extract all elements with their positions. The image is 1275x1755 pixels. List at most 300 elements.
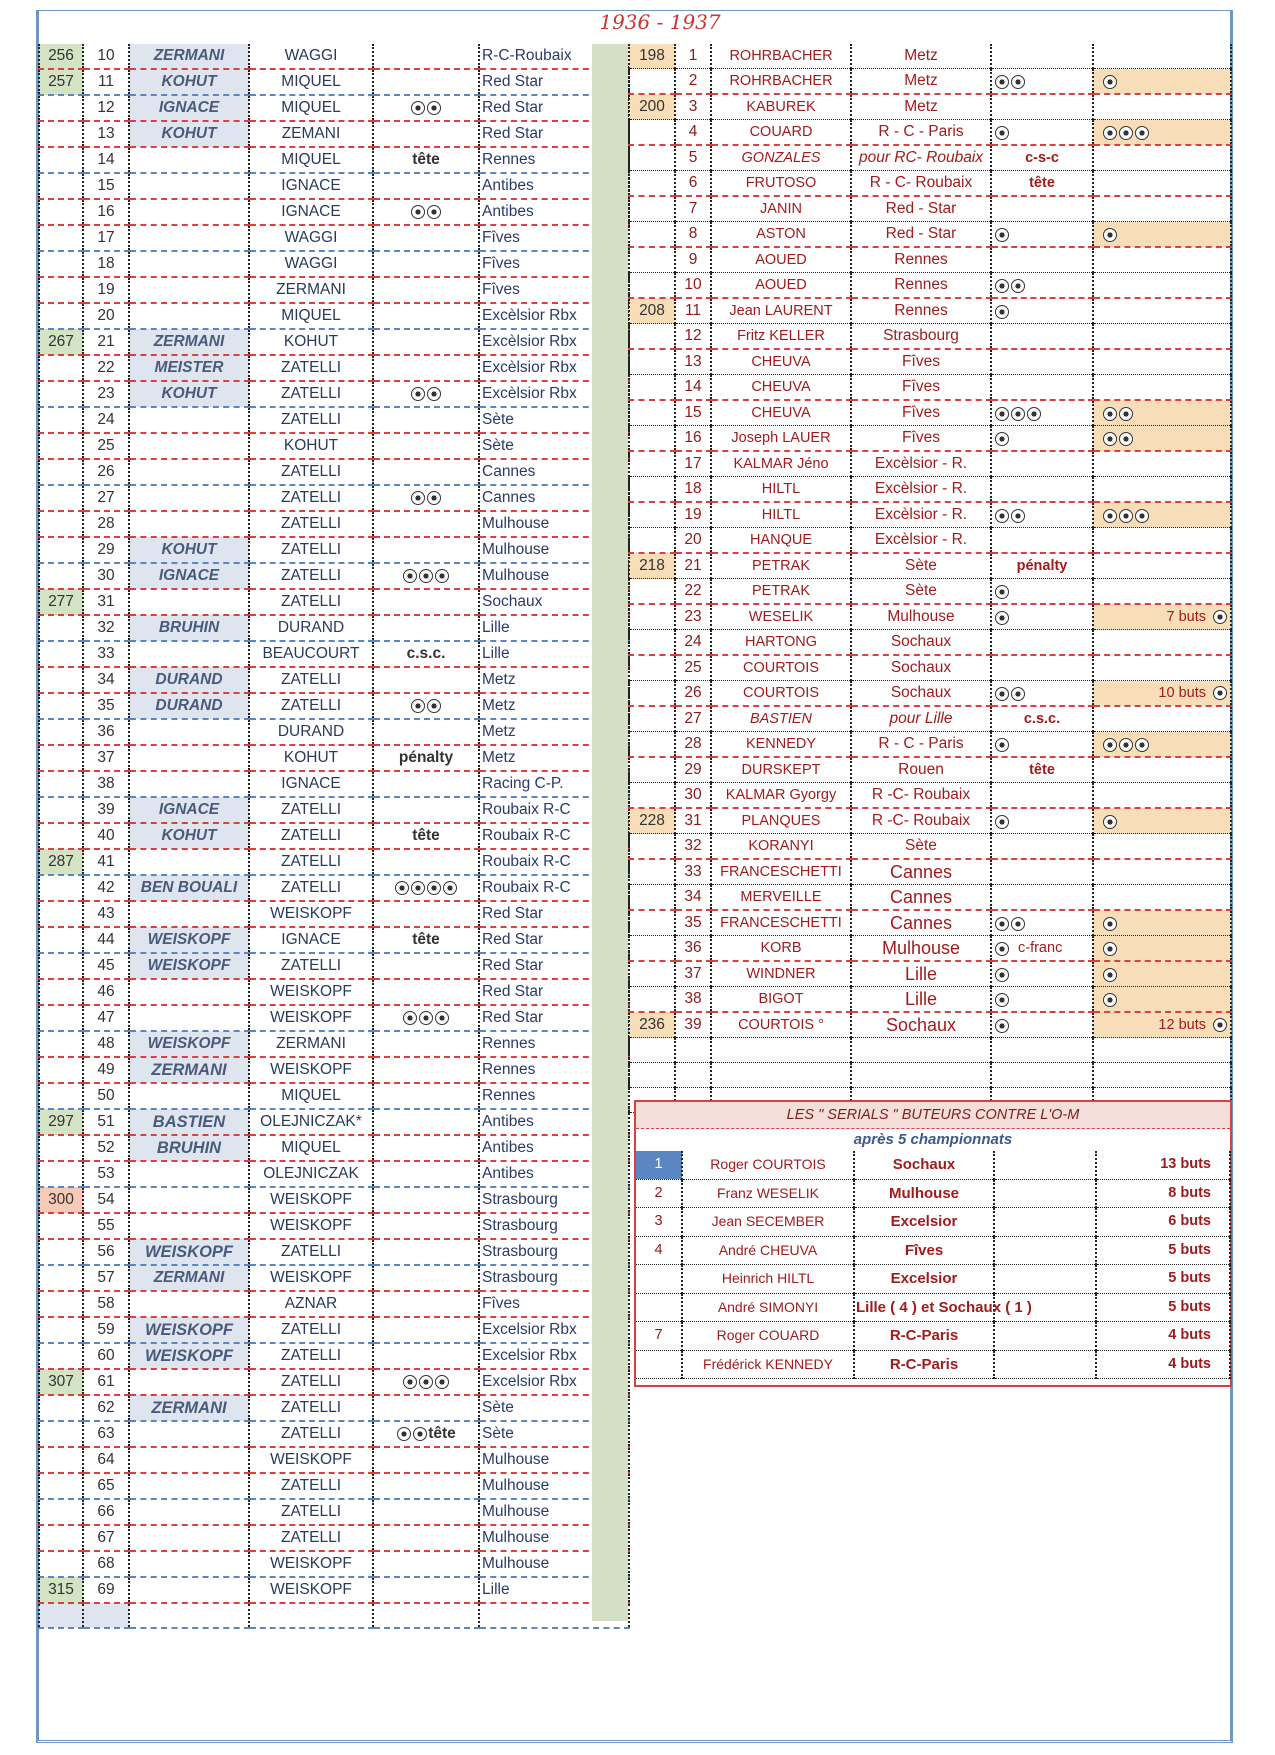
player-total	[1093, 375, 1231, 401]
cumulative-total	[39, 641, 83, 667]
scorer: WAGGI	[249, 225, 373, 251]
football-icon	[1213, 1018, 1227, 1032]
cumulative-total	[39, 693, 83, 719]
goal-note	[373, 1161, 479, 1187]
club: R-C-Paris	[854, 1350, 994, 1379]
table-row	[629, 247, 1231, 273]
goal-detail	[991, 553, 1093, 579]
club: Fîves	[851, 426, 991, 452]
football-icon	[1119, 407, 1133, 421]
table-row	[629, 553, 1231, 579]
player-total	[1093, 706, 1231, 732]
scorer: ZATELLI	[249, 407, 373, 433]
cumulative-total	[629, 349, 675, 375]
table-row	[629, 1038, 1231, 1063]
table-row	[39, 1135, 629, 1161]
football-icon	[435, 1011, 449, 1025]
opponent: Mulhouse	[479, 1447, 629, 1473]
scorer: WEISKOPF	[249, 901, 373, 927]
scorer: Fritz KELLER	[711, 324, 851, 350]
goal-number: 9	[675, 247, 711, 273]
rank: 1	[636, 1151, 682, 1179]
cumulative-total	[629, 987, 675, 1013]
goal-number: 11	[83, 69, 129, 95]
football-icon	[995, 585, 1009, 599]
goal-note	[373, 875, 479, 901]
opponent: Strasbourg	[479, 1213, 629, 1239]
table-row	[39, 693, 629, 719]
table-row	[39, 1421, 629, 1447]
table-row	[39, 1161, 629, 1187]
goal-number: 12	[675, 324, 711, 350]
scorer: ZATELLI	[249, 1473, 373, 1499]
scorer: ZATELLI	[249, 1395, 373, 1421]
opponent: Metz	[479, 745, 629, 771]
opponent: Excelsior Rbx	[479, 1369, 629, 1395]
cumulative-total	[629, 706, 675, 732]
goals-count: 8 buts	[1096, 1179, 1230, 1208]
goal-number: 4	[675, 120, 711, 146]
opponent: Mulhouse	[479, 1473, 629, 1499]
goal-number: 64	[83, 1447, 129, 1473]
football-icon	[995, 1019, 1009, 1033]
cumulative-total: 307	[39, 1369, 83, 1395]
table-row	[629, 196, 1231, 222]
goal-note	[373, 823, 479, 849]
player-total	[1093, 502, 1231, 528]
player-total	[1093, 222, 1231, 248]
opponent: Red Star	[479, 927, 629, 953]
goal-number: 65	[83, 1473, 129, 1499]
assist-player: WEISKOPF	[129, 927, 249, 953]
player-total	[1093, 528, 1231, 554]
goal-detail	[991, 655, 1093, 681]
player-total	[1093, 196, 1231, 222]
goals-count: 5 buts	[1096, 1265, 1230, 1294]
cumulative-total	[629, 528, 675, 554]
assist-player	[129, 641, 249, 667]
table-row	[39, 979, 629, 1005]
assist-player: BRUHIN	[129, 1135, 249, 1161]
goal-number: 51	[83, 1109, 129, 1135]
table-row	[39, 1395, 629, 1421]
table-row	[39, 1083, 629, 1109]
cumulative-total	[39, 381, 83, 407]
cumulative-total	[39, 459, 83, 485]
table-row	[39, 1499, 629, 1525]
table-row	[629, 1012, 1231, 1038]
player-name: André CHEUVA	[682, 1236, 854, 1265]
club: Mulhouse	[851, 936, 991, 962]
goal-note	[373, 225, 479, 251]
assist-player	[129, 199, 249, 225]
cumulative-total	[39, 1525, 83, 1551]
goal-detail	[991, 604, 1093, 630]
goal-detail	[991, 732, 1093, 758]
goal-number: 66	[83, 1499, 129, 1525]
goal-detail	[991, 94, 1093, 120]
football-icon	[1103, 942, 1117, 956]
football-icon	[1119, 509, 1133, 523]
cumulative-total	[39, 797, 83, 823]
football-icon	[427, 881, 441, 895]
scorer: ZATELLI	[249, 1369, 373, 1395]
goal-number: 38	[675, 987, 711, 1013]
player-total	[1093, 604, 1231, 630]
goal-note	[373, 1109, 479, 1135]
cumulative-total	[39, 1265, 83, 1291]
goal-detail	[991, 502, 1093, 528]
football-icon	[1103, 432, 1117, 446]
cumulative-total	[629, 859, 675, 885]
goals-count: 5 buts	[1096, 1236, 1230, 1265]
goal-note	[373, 121, 479, 147]
cumulative-total	[629, 273, 675, 299]
total-text: 7 buts	[1166, 609, 1206, 626]
scorer: HARTONG	[711, 630, 851, 656]
scorer: ZATELLI	[249, 1421, 373, 1447]
cumulative-total	[39, 823, 83, 849]
goal-number: 47	[83, 1005, 129, 1031]
scorer: OLEJNICZAK*	[249, 1109, 373, 1135]
serials-table	[636, 1151, 1231, 1379]
scorer: IGNACE	[249, 199, 373, 225]
goal-detail	[991, 477, 1093, 503]
goal-detail	[991, 120, 1093, 146]
club: Lille	[851, 987, 991, 1013]
goal-number: 34	[83, 667, 129, 693]
assist-player: ZERMANI	[129, 329, 249, 355]
table-row	[39, 745, 629, 771]
assist-player	[129, 1473, 249, 1499]
goal-number: 49	[83, 1057, 129, 1083]
rank	[636, 1265, 682, 1294]
cumulative-total	[39, 1343, 83, 1369]
cumulative-total: 228	[629, 808, 675, 834]
club: Red - Star	[851, 222, 991, 248]
goal-number: 25	[675, 655, 711, 681]
goal-number: 28	[675, 732, 711, 758]
goal-number: 17	[675, 451, 711, 477]
scorer: WAGGI	[249, 251, 373, 277]
goal-detail	[991, 757, 1093, 783]
cumulative-total	[39, 355, 83, 381]
list-item	[636, 1322, 1230, 1351]
goal-number: 3	[675, 94, 711, 120]
scorer: ROHRBACHER	[711, 44, 851, 69]
assist-player	[129, 1499, 249, 1525]
table-row	[629, 400, 1231, 426]
football-icon	[995, 993, 1009, 1007]
assist-player	[129, 303, 249, 329]
assist-player	[129, 433, 249, 459]
goal-note	[373, 589, 479, 615]
opponent: Roubaix R-C	[479, 823, 629, 849]
player-total	[1093, 171, 1231, 197]
table-row	[629, 44, 1231, 69]
table-row	[629, 732, 1231, 758]
football-icon	[1213, 686, 1227, 700]
table-row	[629, 834, 1231, 860]
table-row	[39, 1109, 629, 1135]
opponent: Antibes	[479, 199, 629, 225]
football-icon	[1011, 75, 1025, 89]
cumulative-total	[39, 1291, 83, 1317]
table-row	[39, 615, 629, 641]
cumulative-total: 297	[39, 1109, 83, 1135]
table-row	[629, 171, 1231, 197]
goal-number: 34	[675, 885, 711, 911]
cumulative-total	[629, 783, 675, 809]
table-row	[629, 451, 1231, 477]
player-total	[1093, 69, 1231, 95]
goal-number: 38	[83, 771, 129, 797]
goal-detail	[991, 375, 1093, 401]
table-row	[629, 681, 1231, 707]
football-icon	[995, 305, 1009, 319]
assist-player: KOHUT	[129, 121, 249, 147]
player-total	[1093, 936, 1231, 962]
cumulative-total	[39, 303, 83, 329]
scorer: OLEJNICZAK	[249, 1161, 373, 1187]
assist-player	[129, 1369, 249, 1395]
football-icon	[1103, 968, 1117, 982]
cumulative-total	[39, 1031, 83, 1057]
football-icon	[1103, 126, 1117, 140]
table-row	[39, 537, 629, 563]
goal-note	[373, 615, 479, 641]
goal-number: 29	[675, 757, 711, 783]
football-icon	[1011, 279, 1025, 293]
goal-number: 42	[83, 875, 129, 901]
scorer: WEISKOPF	[249, 1577, 373, 1603]
scorer: IGNACE	[249, 927, 373, 953]
opponent: Red Star	[479, 121, 629, 147]
opponent: Mulhouse	[479, 1525, 629, 1551]
goal-note	[373, 69, 479, 95]
cumulative-total: 198	[629, 44, 675, 69]
cumulative-total: 267	[39, 329, 83, 355]
detail-text: c-franc	[1018, 940, 1063, 957]
cumulative-total	[629, 655, 675, 681]
scorer: MIQUEL	[249, 1083, 373, 1109]
table-row	[629, 145, 1231, 171]
table-row	[39, 1551, 629, 1577]
club: Sète	[851, 579, 991, 605]
cumulative-total	[39, 1395, 83, 1421]
goal-number: 24	[675, 630, 711, 656]
football-icon	[995, 126, 1009, 140]
goal-note	[373, 719, 479, 745]
opponent: Rennes	[479, 1057, 629, 1083]
cumulative-total	[629, 630, 675, 656]
assist-player: WEISKOPF	[129, 1239, 249, 1265]
goal-number: 16	[675, 426, 711, 452]
table-row	[39, 407, 629, 433]
football-icon	[403, 1375, 417, 1389]
opponent: Metz	[479, 719, 629, 745]
goals-count: 4 buts	[1096, 1322, 1230, 1351]
table-row	[629, 936, 1231, 962]
club: Excelsior	[854, 1265, 994, 1294]
opponent: Antibes	[479, 1161, 629, 1187]
assist-player	[129, 147, 249, 173]
club: Fîves	[851, 400, 991, 426]
player-name: Heinrich HILTL	[682, 1265, 854, 1294]
goal-number: 54	[83, 1187, 129, 1213]
goal-number: 44	[83, 927, 129, 953]
scorer: ZATELLI	[249, 355, 373, 381]
cumulative-total	[629, 936, 675, 962]
scorer: AOUED	[711, 273, 851, 299]
goal-detail	[991, 987, 1093, 1013]
goal-note	[373, 667, 479, 693]
goal-number: 30	[83, 563, 129, 589]
scorer: GONZALES	[711, 145, 851, 171]
player-total	[1093, 273, 1231, 299]
cumulative-total	[39, 1239, 83, 1265]
opponent: Sète	[479, 1421, 629, 1447]
goal-number: 14	[83, 147, 129, 173]
assist-player: ZERMANI	[129, 1395, 249, 1421]
player-total	[1093, 145, 1231, 171]
goal-number: 46	[83, 979, 129, 1005]
season-title: 1936 - 1937	[599, 10, 721, 34]
player-name: Roger COUARD	[682, 1322, 854, 1351]
assist-player: ZERMANI	[129, 44, 249, 69]
goal-number: 61	[83, 1369, 129, 1395]
scorer: WEISKOPF	[249, 1447, 373, 1473]
goal-number: 63	[83, 1421, 129, 1447]
table-row	[39, 589, 629, 615]
goal-detail	[991, 451, 1093, 477]
table-row	[629, 120, 1231, 146]
player-total	[1093, 808, 1231, 834]
goal-note	[373, 1395, 479, 1421]
club: Sochaux	[851, 681, 991, 707]
goal-number: 43	[83, 901, 129, 927]
goal-number: 2	[675, 69, 711, 95]
player-total	[1093, 298, 1231, 324]
goal-note	[373, 44, 479, 69]
goal-number: 18	[83, 251, 129, 277]
player-total	[1093, 44, 1231, 69]
goal-number: 67	[83, 1525, 129, 1551]
goal-note	[373, 433, 479, 459]
cumulative-total: 200	[629, 94, 675, 120]
cumulative-total	[39, 511, 83, 537]
club: Excèlsior - R.	[851, 502, 991, 528]
scorer: MERVEILLE	[711, 885, 851, 911]
table-row	[39, 277, 629, 303]
cumulative-total	[39, 563, 83, 589]
player-total	[1093, 451, 1231, 477]
opponent: Sochaux	[479, 589, 629, 615]
goal-note	[373, 485, 479, 511]
left-goals-table	[38, 44, 630, 1629]
assist-player	[129, 225, 249, 251]
goal-detail	[991, 885, 1093, 911]
note-text: c.s.c.	[406, 645, 446, 662]
scorer: BASTIEN	[711, 706, 851, 732]
scorer: ZATELLI	[249, 1317, 373, 1343]
football-icon	[1103, 993, 1117, 1007]
club: Cannes	[851, 859, 991, 885]
club: Mulhouse	[851, 604, 991, 630]
table-row	[39, 1031, 629, 1057]
club: Excelsior	[854, 1208, 994, 1237]
club: R-C-Paris	[854, 1322, 994, 1351]
list-item	[636, 1293, 1230, 1322]
goal-number: 17	[83, 225, 129, 251]
football-icon	[1011, 917, 1025, 931]
scorer: WEISKOPF	[249, 979, 373, 1005]
football-icon	[1135, 126, 1149, 140]
goal-number: 37	[675, 961, 711, 987]
club: Metz	[851, 94, 991, 120]
football-icon	[995, 407, 1009, 421]
table-row	[39, 797, 629, 823]
cumulative-total	[39, 927, 83, 953]
table-row	[629, 349, 1231, 375]
goal-detail	[991, 910, 1093, 936]
separator-band	[592, 44, 628, 1621]
goal-detail	[991, 630, 1093, 656]
scorer: WEISKOPF	[249, 1057, 373, 1083]
goal-detail	[991, 426, 1093, 452]
player-total	[1093, 910, 1231, 936]
football-icon	[1103, 407, 1117, 421]
list-item	[636, 1350, 1230, 1379]
table-row	[629, 94, 1231, 120]
table-row	[629, 885, 1231, 911]
goal-detail	[991, 528, 1093, 554]
opponent: Antibes	[479, 173, 629, 199]
scorer: BIGOT	[711, 987, 851, 1013]
football-icon	[995, 687, 1009, 701]
scorer: ZATELLI	[249, 797, 373, 823]
goal-note	[373, 355, 479, 381]
table-row	[629, 987, 1231, 1013]
player-total	[1093, 987, 1231, 1013]
scorer: ZATELLI	[249, 1343, 373, 1369]
scorer: MIQUEL	[249, 69, 373, 95]
scorer: WEISKOPF	[249, 1005, 373, 1031]
table-row	[629, 757, 1231, 783]
scorer: DURAND	[249, 615, 373, 641]
scorer: WEISKOPF	[249, 1213, 373, 1239]
goal-number: 55	[83, 1213, 129, 1239]
scorer: ROHRBACHER	[711, 69, 851, 95]
rank: 4	[636, 1236, 682, 1265]
assist-player: ZERMANI	[129, 1057, 249, 1083]
scorer: ZATELLI	[249, 875, 373, 901]
assist-player	[129, 1187, 249, 1213]
cumulative-total	[39, 771, 83, 797]
table-row	[39, 381, 629, 407]
goal-number: 26	[675, 681, 711, 707]
goal-note	[373, 537, 479, 563]
scorer: FRANCESCHETTI	[711, 859, 851, 885]
goal-number: 20	[675, 528, 711, 554]
table-row	[39, 1577, 629, 1603]
table-row	[39, 901, 629, 927]
scorer: ZERMANI	[249, 277, 373, 303]
scorer: ZATELLI	[249, 537, 373, 563]
player-total	[1093, 1012, 1231, 1038]
scorer: PLANQUES	[711, 808, 851, 834]
table-row	[629, 273, 1231, 299]
